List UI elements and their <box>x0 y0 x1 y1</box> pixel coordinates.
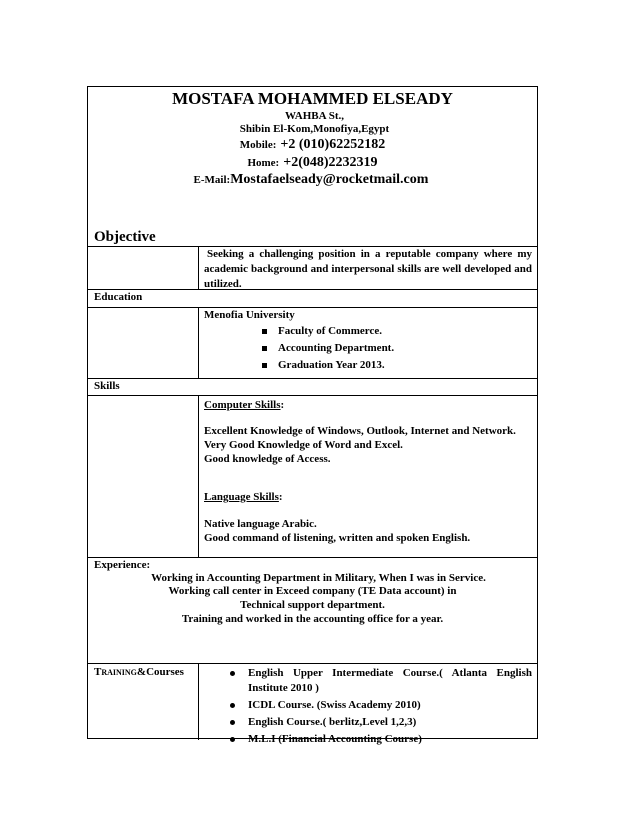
divider <box>88 307 537 308</box>
language-skills-title: Language Skills <box>204 491 279 503</box>
list-item: English Course.( berlitz,Level 1,2,3) <box>228 715 532 730</box>
education-heading: Education <box>94 291 143 303</box>
university-name: Menofia University <box>204 309 295 321</box>
mobile-label: Mobile: <box>239 139 277 151</box>
home-label: Home: <box>247 157 280 169</box>
list-item: M.L.I (Financial Accounting Course) <box>228 732 532 747</box>
column-divider <box>198 246 199 289</box>
training-heading-smallcaps: RAINING <box>101 668 137 677</box>
training-heading <box>94 666 184 678</box>
training-heading-initial: T <box>94 666 102 678</box>
objective-text: Seeking a challenging position in a reputable company where my academic background and interpersonal skills are well developed and utilized. <box>204 248 532 290</box>
computer-skill-item: Good knowledge of Access. <box>204 453 331 465</box>
computer-skills-title: Computer Skills <box>204 399 281 411</box>
divider <box>88 663 537 664</box>
home-phone-line <box>88 153 537 171</box>
list-item: Faculty of Commerce. <box>260 323 394 340</box>
language-skill-item: Native language Arabic. <box>204 518 317 530</box>
divider <box>88 289 537 290</box>
cv-page <box>87 86 538 745</box>
list-item: Graduation Year 2013. <box>260 357 394 374</box>
email-address: Mostafaelseady@rocketmail.com <box>230 172 429 187</box>
education-list <box>260 323 394 374</box>
divider <box>88 395 537 396</box>
address-street: WAHBA St., <box>285 110 344 122</box>
training-list <box>228 666 532 749</box>
list-item: Accounting Department. <box>260 340 394 357</box>
home-number: +2(048)2232319 <box>283 155 378 170</box>
list-item: ICDL Course. (Swiss Academy 2010) <box>228 698 532 713</box>
divider <box>88 378 537 379</box>
computer-skill-item: Excellent Knowledge of Windows, Outlook, Internet and Network. <box>204 425 516 437</box>
experience-item: Working in Accounting Department in Military, When I was in Service. <box>151 572 486 584</box>
mobile-line <box>88 135 537 153</box>
candidate-name: MOSTAFA MOHAMMED ELSEADY <box>172 89 453 108</box>
column-divider <box>198 307 199 378</box>
address-city: Shibin El-Kom,Monofiya,Egypt <box>239 123 390 135</box>
email-label: E-Mail: <box>193 174 231 186</box>
language-skill-item: Good command of listening, written and spoken English. <box>204 532 471 544</box>
experience-item: Working call center in Exceed company (TE Data account) in Technical support department. <box>168 585 457 611</box>
computer-skill-item: Very Good Knowledge of Word and Excel. <box>204 439 403 451</box>
column-divider <box>198 395 199 557</box>
divider <box>88 557 537 558</box>
email-line <box>85 170 537 188</box>
experience-item: Training and worked in the accounting office for a year. <box>181 613 444 625</box>
column-divider <box>198 663 199 740</box>
objective-heading: Objective <box>94 229 156 245</box>
training-heading-courses: &Courses <box>136 666 184 678</box>
language-skills-heading: Language Skills: <box>204 491 283 503</box>
mobile-number: +2 (010)62252182 <box>280 137 386 152</box>
list-item: English Upper Intermediate Course.( Atlanta English Institute 2010 ) <box>228 666 532 696</box>
skills-heading: Skills <box>94 380 120 392</box>
computer-skills-heading: Computer Skills: <box>204 399 285 411</box>
experience-heading: Experience: <box>94 559 151 571</box>
